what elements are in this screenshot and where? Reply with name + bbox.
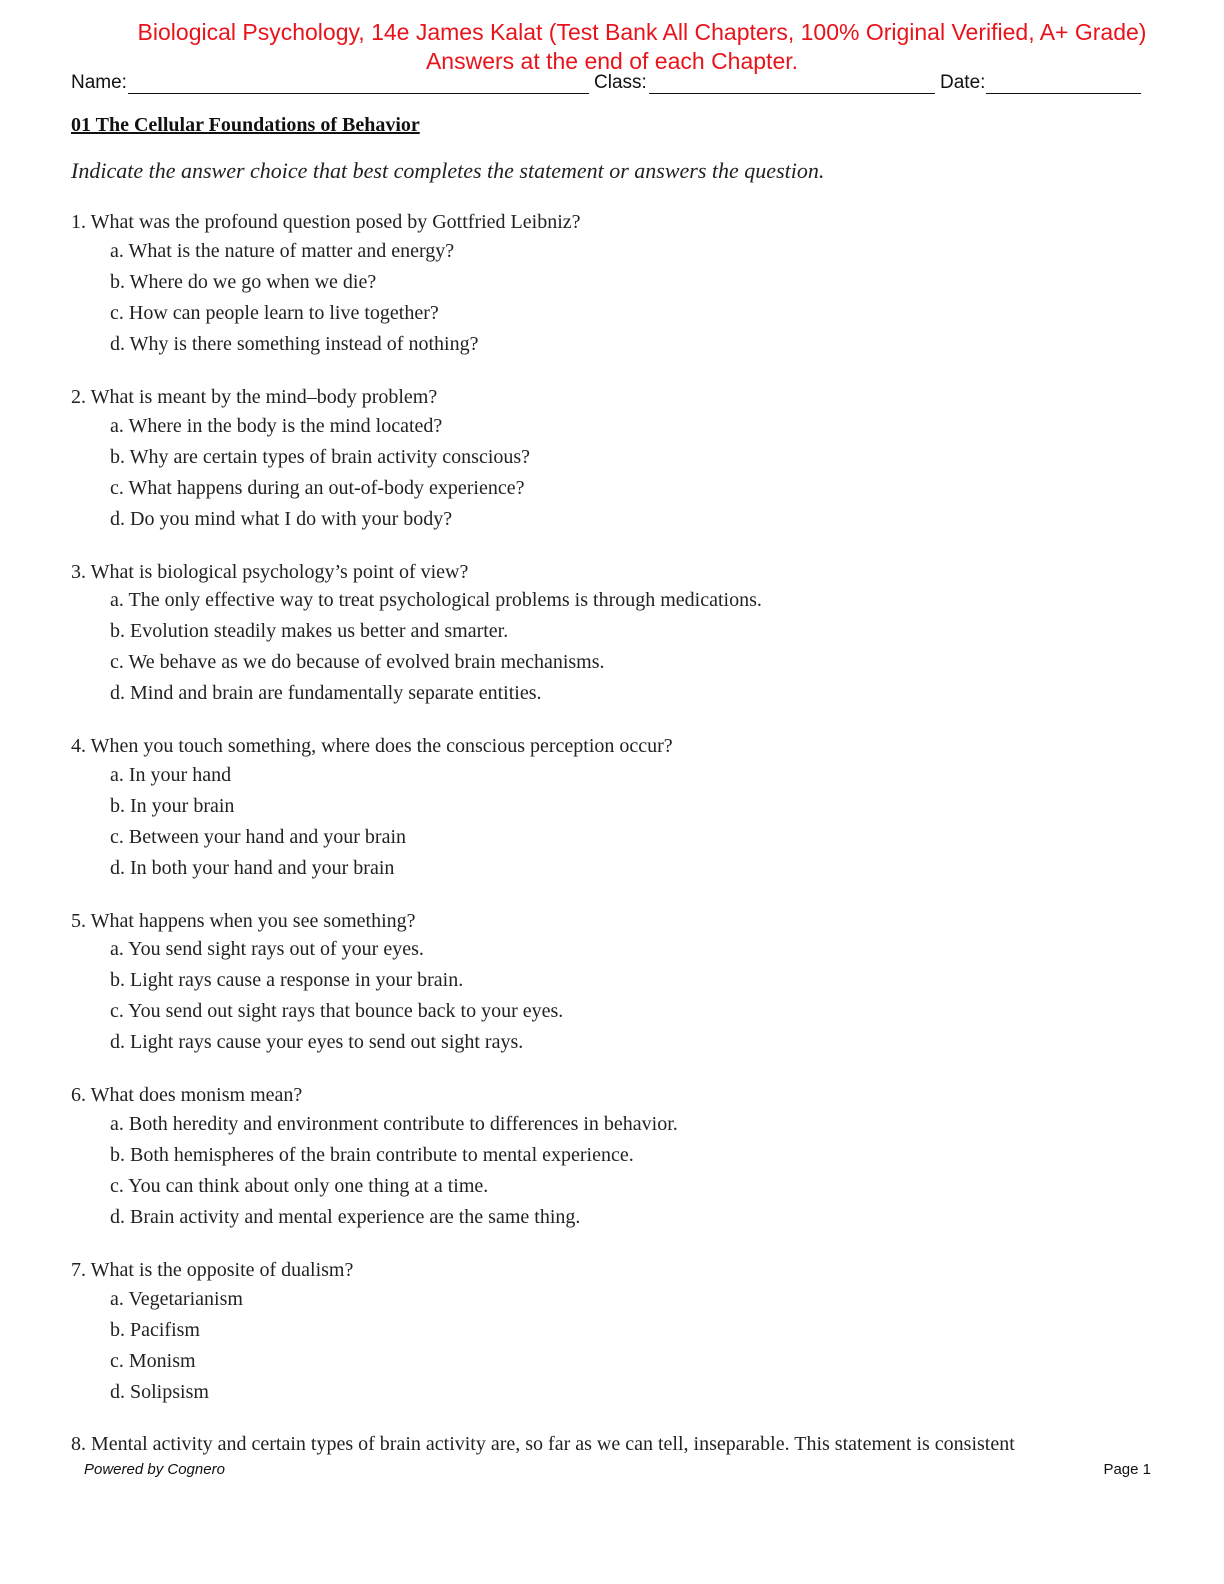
question-6-option-a: a. Both heredity and environment contribute to differences in behavior.: [110, 1113, 678, 1135]
page-number: Page 1: [1103, 1461, 1151, 1478]
question-5: 5. What happens when you see something?: [71, 910, 416, 932]
question-7-option-b: b. Pacifism: [110, 1319, 200, 1341]
question-2-option-c: c. What happens during an out-of-body experience?: [110, 477, 525, 499]
date-field-line: [986, 93, 1141, 94]
question-1-option-a: a. What is the nature of matter and energy?: [110, 240, 455, 262]
name-label: Name:: [71, 72, 127, 93]
question-4-option-a: a. In your hand: [110, 764, 232, 786]
question-7-option-c: c. Monism: [110, 1350, 196, 1372]
powered-by: Powered by Cognero: [84, 1461, 225, 1478]
question-5-option-d: d. Light rays cause your eyes to send out sight rays.: [110, 1031, 524, 1053]
question-1-option-d: d. Why is there something instead of nothing?: [110, 333, 479, 355]
question-6-option-b: b. Both hemispheres of the brain contribute to mental experience.: [110, 1144, 634, 1166]
question-1: 1. What was the profound question posed by Gottfried Leibniz?: [71, 211, 581, 233]
banner-title: Biological Psychology, 14e James Kalat (Test Bank All Chapters, 100% Original Verified, A+ Grade): [137, 19, 1147, 45]
question-2-option-b: b. Why are certain types of brain activity conscious?: [110, 446, 531, 468]
question-4-option-c: c. Between your hand and your brain: [110, 826, 407, 848]
date-label: Date:: [940, 72, 986, 93]
banner-subtitle: Answers at the end of each Chapter.: [425, 48, 799, 74]
name-field-line: [128, 93, 589, 94]
question-2: 2. What is meant by the mind–body problem?: [71, 386, 438, 408]
question-5-option-b: b. Light rays cause a response in your brain.: [110, 969, 464, 991]
question-6: 6. What does monism mean?: [71, 1084, 303, 1106]
chapter-title: 01 The Cellular Foundations of Behavior: [71, 114, 420, 136]
question-3: 3. What is biological psychology’s point of view?: [71, 561, 469, 583]
instructions: Indicate the answer choice that best completes the statement or answers the question.: [71, 158, 825, 183]
question-5-option-a: a. You send sight rays out of your eyes.: [110, 938, 424, 960]
question-2-option-d: d. Do you mind what I do with your body?: [110, 508, 453, 530]
question-7-option-a: a. Vegetarianism: [110, 1288, 243, 1310]
question-4: 4. When you touch something, where does the conscious perception occur?: [71, 735, 673, 757]
class-label: Class:: [594, 72, 647, 93]
question-3-option-a: a. The only effective way to treat psychological problems is through medications.: [110, 589, 762, 611]
question-1-option-c: c. How can people learn to live together?: [110, 302, 439, 324]
question-7-option-d: d. Solipsism: [110, 1381, 209, 1403]
question-7: 7. What is the opposite of dualism?: [71, 1259, 354, 1281]
question-3-option-d: d. Mind and brain are fundamentally separate entities.: [110, 682, 542, 704]
question-4-option-d: d. In both your hand and your brain: [110, 857, 395, 879]
question-3-option-c: c. We behave as we do because of evolved brain mechanisms.: [110, 651, 605, 673]
question-6-option-c: c. You can think about only one thing at a time.: [110, 1175, 489, 1197]
question-4-option-b: b. In your brain: [110, 795, 235, 817]
class-field-line: [649, 93, 935, 94]
question-6-option-d: d. Brain activity and mental experience are the same thing.: [110, 1206, 581, 1228]
question-3-option-b: b. Evolution steadily makes us better and smarter.: [110, 620, 509, 642]
question-8: 8. Mental activity and certain types of brain activity are, so far as we can tell, inseparable. This statement is consistent: [71, 1433, 1015, 1455]
question-5-option-c: c. You send out sight rays that bounce back to your eyes.: [110, 1000, 564, 1022]
question-2-option-a: a. Where in the body is the mind located?: [110, 415, 443, 437]
question-1-option-b: b. Where do we go when we die?: [110, 271, 377, 293]
